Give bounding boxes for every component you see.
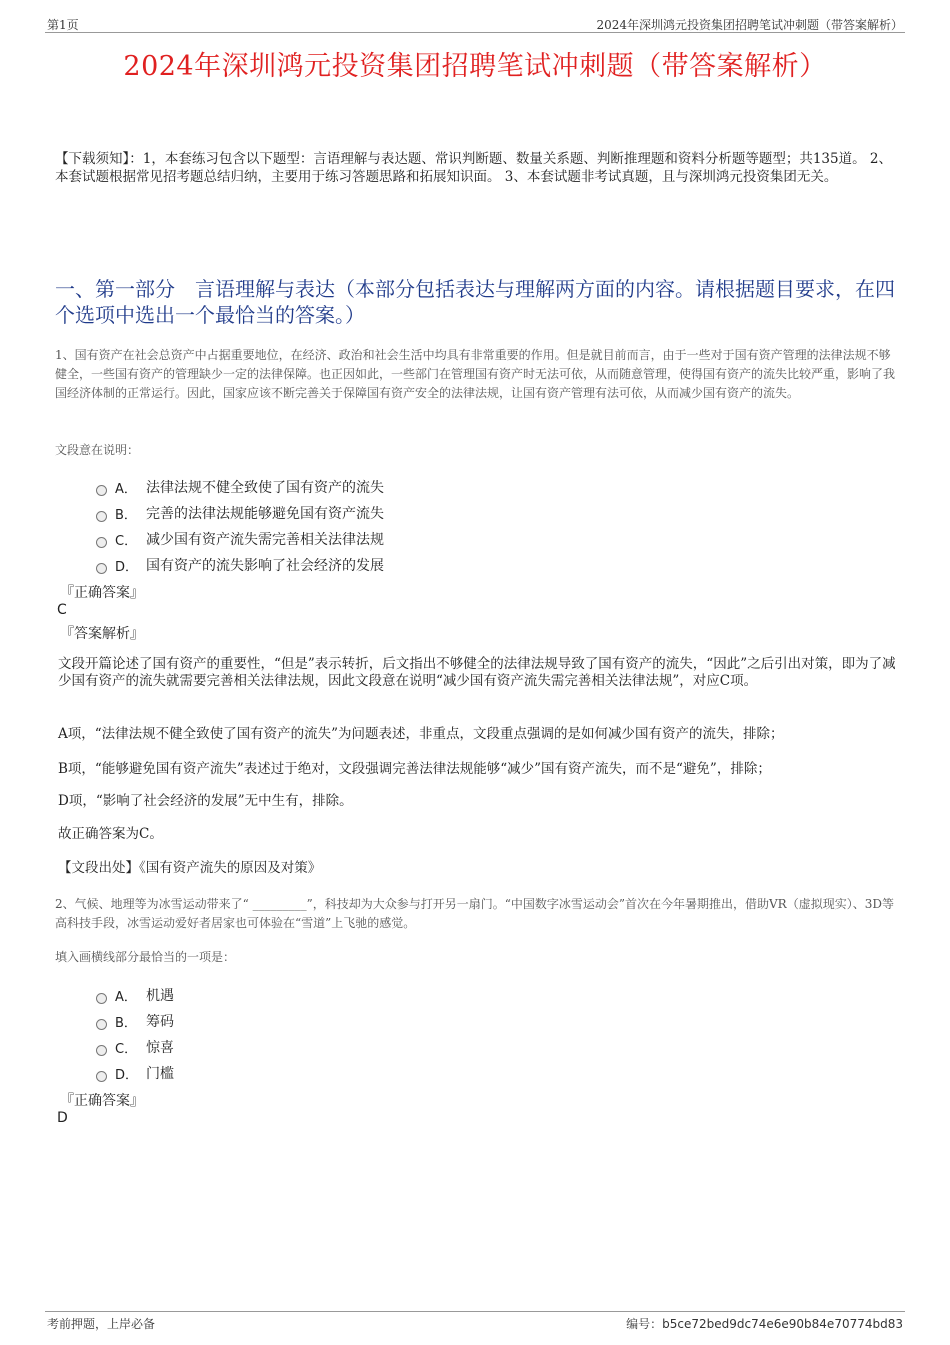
option-b[interactable]: B． 完善的法律法规能够避免国有资产流失 bbox=[96, 500, 596, 526]
answer-value: C bbox=[57, 602, 67, 618]
page-number: 第1页 bbox=[47, 18, 79, 32]
document-code: 编号：b5ce72bed9dc74e6e90b84e70774bd83 bbox=[626, 1317, 903, 1331]
page-header bbox=[45, 14, 905, 33]
option-d[interactable]: D． 门槛 bbox=[96, 1060, 596, 1086]
radio-icon[interactable] bbox=[96, 1045, 107, 1056]
footer-slogan: 考前押题，上岸必备 bbox=[47, 1317, 156, 1331]
answer-label: 『正确答案』 bbox=[60, 585, 144, 601]
option-a[interactable]: A． 机遇 bbox=[96, 982, 596, 1008]
question-1-prompt: 文段意在说明： bbox=[55, 443, 140, 457]
option-label: 国有资产的流失影响了社会经济的发展 bbox=[146, 558, 384, 574]
analysis-paragraph: D项，“影响了社会经济的发展”无中生有，排除。 bbox=[58, 793, 353, 809]
radio-icon[interactable] bbox=[96, 993, 107, 1004]
option-d[interactable]: D． 国有资产的流失影响了社会经济的发展 bbox=[96, 552, 596, 578]
analysis-paragraph: B项，“能够避免国有资产流失”表述过于绝对，文段强调完善法律法规能够“减少”国有资产流失，而不是“避免”，排除； bbox=[58, 761, 771, 777]
option-c[interactable]: C． 惊喜 bbox=[96, 1034, 596, 1060]
option-label: 完善的法律法规能够避免国有资产流失 bbox=[146, 506, 384, 522]
radio-icon[interactable] bbox=[96, 1071, 107, 1082]
question-1-options bbox=[96, 474, 596, 578]
answer-value: D bbox=[57, 1110, 68, 1126]
option-a[interactable]: A． 法律法规不健全致使了国有资产的流失 bbox=[96, 474, 596, 500]
analysis-paragraph: 故正确答案为C。 bbox=[58, 826, 163, 842]
question-2-prompt: 填入画横线部分最恰当的一项是： bbox=[55, 950, 236, 964]
option-label: 机遇 bbox=[146, 988, 174, 1004]
radio-icon[interactable] bbox=[96, 537, 107, 548]
analysis-paragraph: 文段开篇论述了国有资产的重要性，“但是”表示转折，后文指出不够健全的法律法规导致了国有资产的流失，“因此”之后引出对策，即为了减少国有资产的流失就需要完善相关法律法规，因此文段意在说明“减少国有资产流失需完善相关法律法规”，对应C项。 bbox=[58, 656, 896, 689]
option-label: 法律法规不健全致使了国有资产的流失 bbox=[146, 480, 384, 496]
answer-label: 『正确答案』 bbox=[60, 1093, 144, 1109]
section-heading: 一、第一部分 言语理解与表达（本部分包括表达与理解两方面的内容。请根据题目要求，在四个选项中选出一个最恰当的答案。） bbox=[55, 277, 895, 327]
document-title: 2024年深圳鸿元投资集团招聘笔试冲刺题（带答案解析） bbox=[123, 51, 827, 82]
analysis-paragraph: A项，“法律法规不健全致使了国有资产的流失”为问题表述，非重点，文段重点强调的是如何减少国有资产的流失，排除； bbox=[58, 726, 784, 742]
option-label: 惊喜 bbox=[146, 1040, 174, 1056]
header-doc-title: 2024年深圳鸿元投资集团招聘笔试冲刺题（带答案解析） bbox=[596, 18, 903, 32]
download-notice: 【下载须知】：1，本套练习包含以下题型：言语理解与表达题、常识判断题、数量关系题、判断推理题和资料分析题等题型；共135道。 2、本套试题根据常见招考题总结归纳，主要用于练习答题思路和拓展知识面。 3、本套试题非考试真题，且与深圳鸿元投资集团无关。 bbox=[55, 151, 892, 185]
option-label: 筹码 bbox=[146, 1014, 174, 1030]
question-2-options bbox=[96, 982, 596, 1086]
radio-icon[interactable] bbox=[96, 485, 107, 496]
source-citation: 【文段出处】《国有资产流失的原因及对策》 bbox=[58, 860, 322, 876]
radio-icon[interactable] bbox=[96, 1019, 107, 1030]
analysis-label: 『答案解析』 bbox=[60, 626, 144, 642]
option-label: 减少国有资产流失需完善相关法律法规 bbox=[146, 532, 384, 548]
question-2-text: 2、气候、地理等为冰雪运动带来了“ _________”，科技却为大众参与打开另一扇门。“中国数字冰雪运动会”首次在今年暑期推出，借助VR（虚拟现实）、3D等高科技手段，冰雪运动爱好者居家也可体验在“雪道”上飞驰的感觉。 bbox=[55, 897, 894, 930]
radio-icon[interactable] bbox=[96, 511, 107, 522]
option-b[interactable]: B． 筹码 bbox=[96, 1008, 596, 1034]
option-label: 门槛 bbox=[146, 1066, 174, 1082]
question-1-text: 1、国有资产在社会总资产中占据重要地位，在经济、政治和社会生活中均具有非常重要的作用。但是就目前而言，由于一些对于国有资产管理的法律法规不够健全，一些国有资产的管理缺少一定的法律保障。也正因如此，一些部门在管理国有资产时无法可依，从而随意管理，使得国有资产的流失比较严重，影响了我国经济体制的正常运行。因此，国家应该不断完善关于保障国有资产安全的法律法规，让国有资产管理有法可依，从而减少国有资产的流失。 bbox=[55, 348, 896, 400]
option-c[interactable]: C． 减少国有资产流失需完善相关法律法规 bbox=[96, 526, 596, 552]
radio-icon[interactable] bbox=[96, 563, 107, 574]
page-footer bbox=[45, 1311, 905, 1332]
